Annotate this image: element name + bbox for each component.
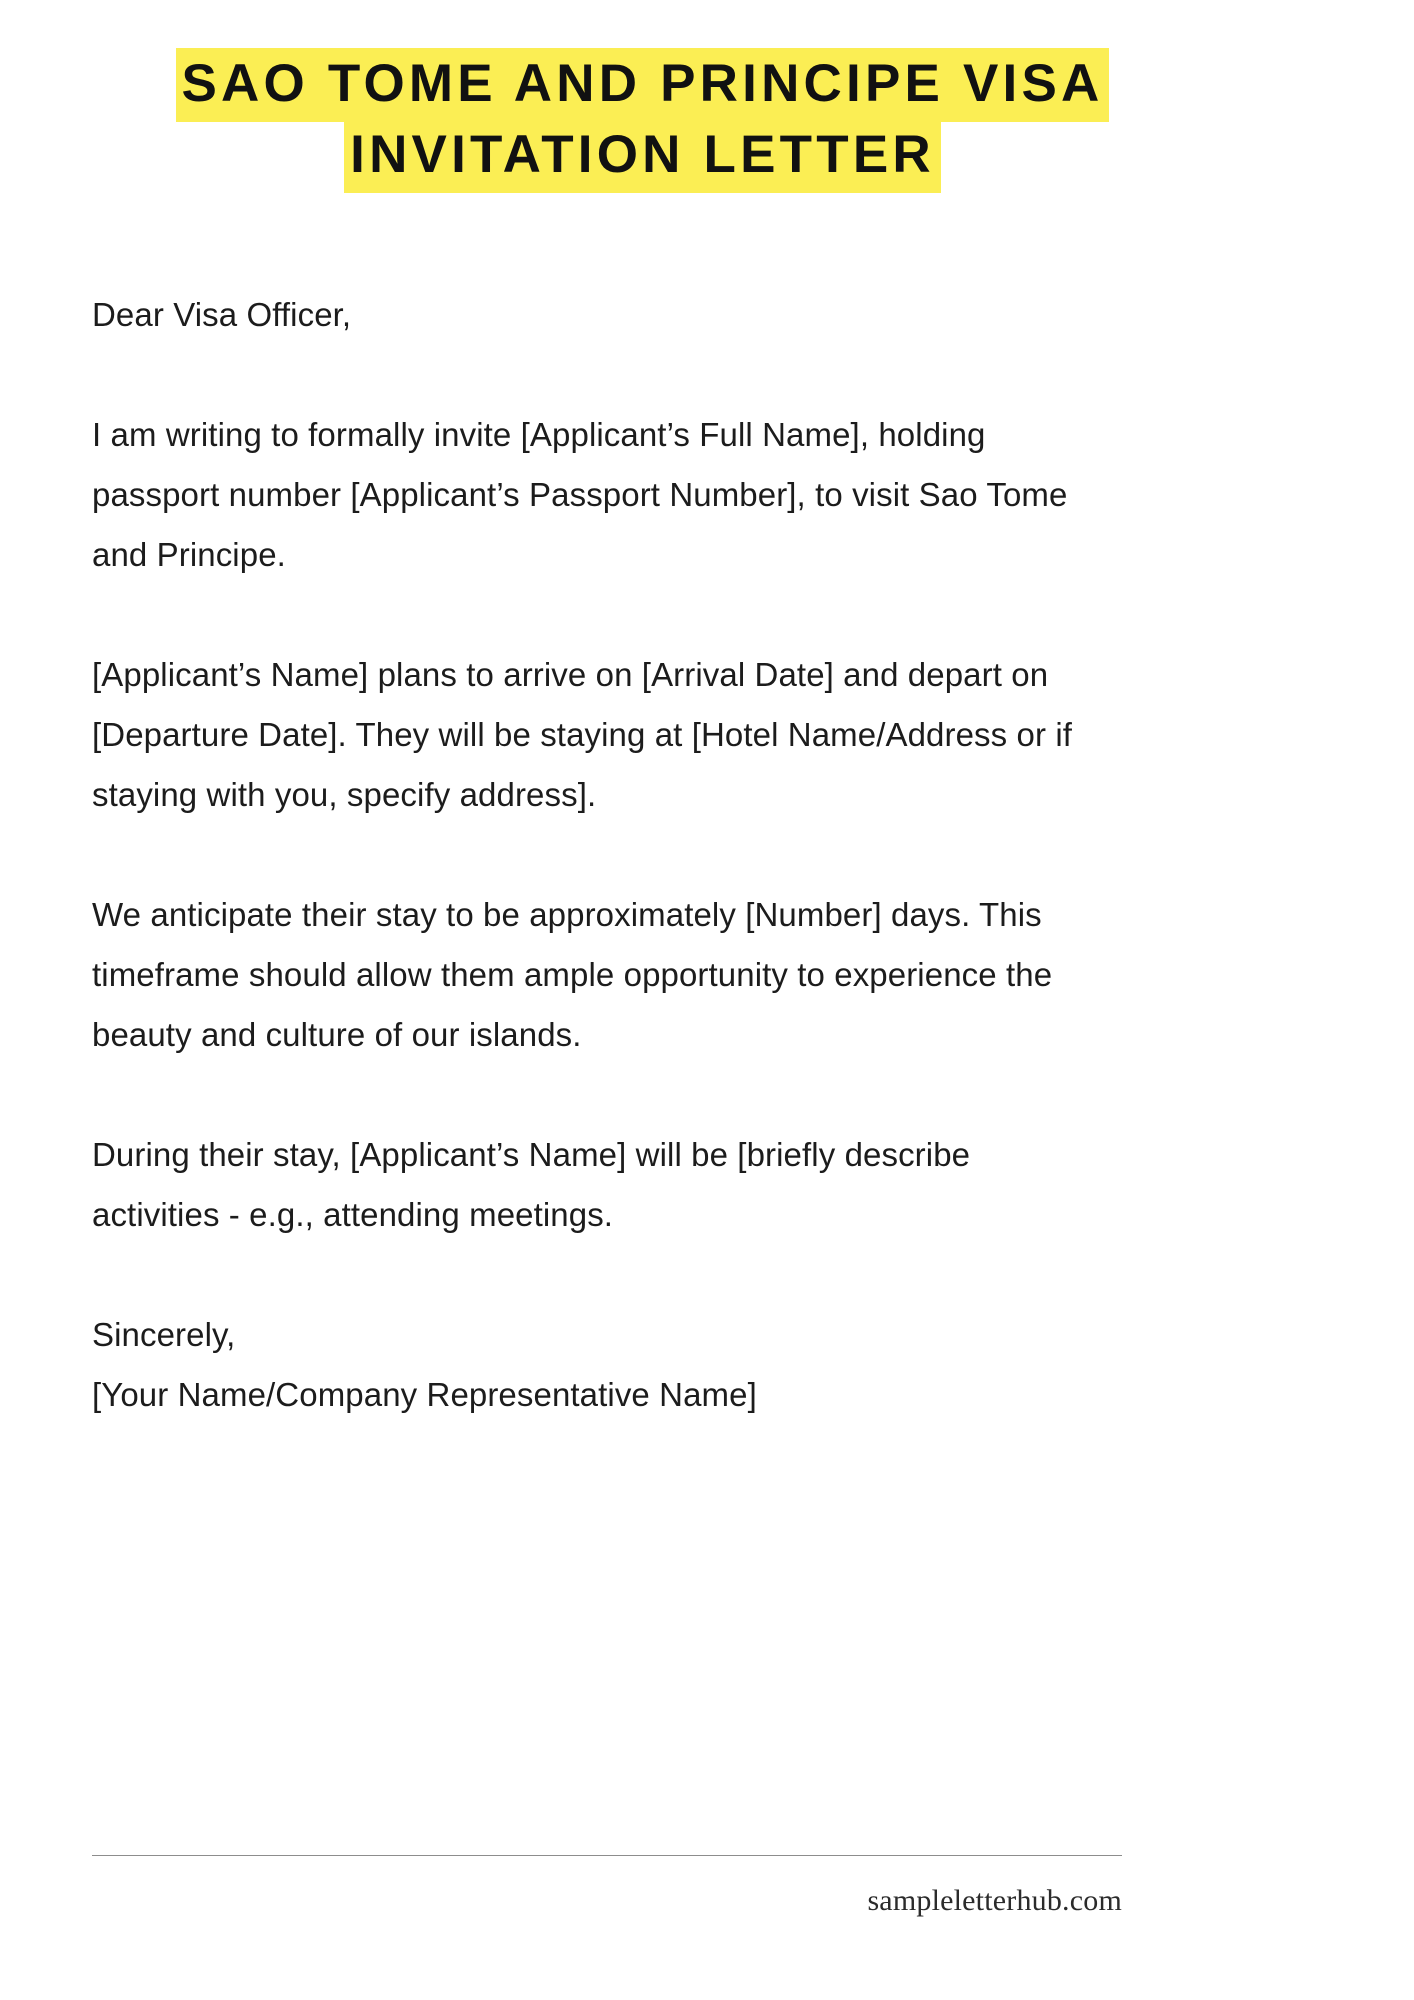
letter-signature-name: [Your Name/Company Representative Name]: [92, 1376, 757, 1413]
letter-paragraph-1: I am writing to formally invite [Applicant’s Full Name], holding passport number [Applicant’s Passport Number], to visit Sao Tome and Principe.: [92, 416, 1068, 573]
page-title: [115, 48, 1170, 190]
page-title-text: SAO TOME AND PRINCIPE VISA INVITATION LETTER: [176, 48, 1110, 193]
letter-paragraph-4: During their stay, [Applicant’s Name] will be [briefly describe activities - e.g., attending meetings.: [92, 1136, 971, 1233]
letter-body: [92, 285, 1092, 1425]
letter-greeting: Dear Visa Officer,: [92, 296, 352, 333]
letter-sign-off: Sincerely,: [92, 1316, 236, 1353]
letter-paragraph-3: We anticipate their stay to be approximately [Number] days. This timeframe should allow them ample opportunity to experience the beauty and culture of our islands.: [92, 896, 1053, 1053]
letter-paragraph-2: [Applicant’s Name] plans to arrive on [Arrival Date] and depart on [Departure Date]. They will be staying at [Hotel Name/Address or if staying with you, specify address].: [92, 656, 1073, 813]
page-footer: [92, 1855, 1122, 1918]
footer-site-url: sampleletterhub.com: [867, 1884, 1122, 1917]
